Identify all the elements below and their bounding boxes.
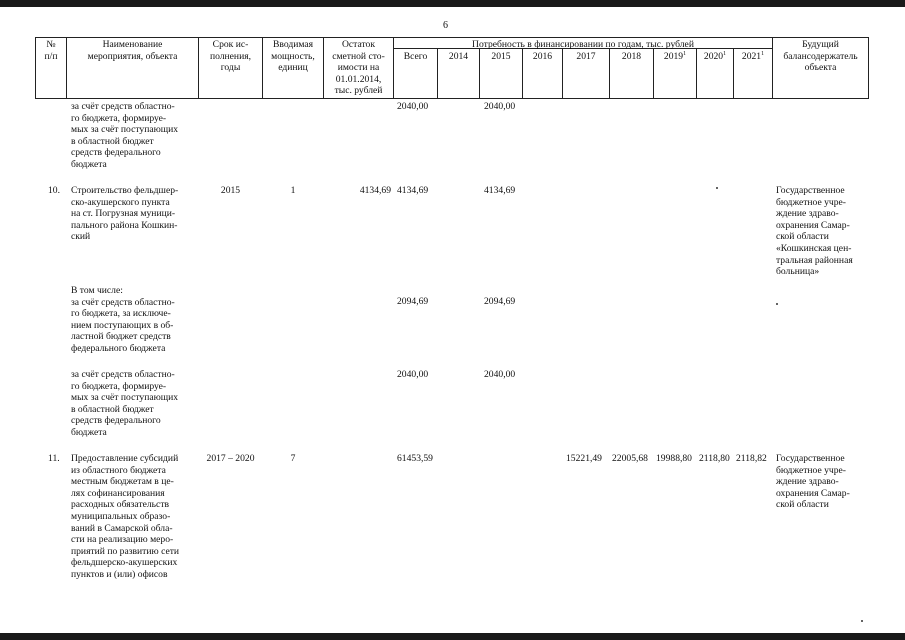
row5-2017: 15221,49 bbox=[566, 453, 602, 464]
vline-15 bbox=[868, 37, 869, 99]
row5-holder: Государственное бюджетное учре- ждение здраво- охранения Самар- ской области bbox=[776, 453, 850, 511]
row4-2015: 2040,00 bbox=[484, 369, 516, 380]
header-2014: 2014 bbox=[448, 51, 469, 62]
row2-holder: Государственное бюджетное учре- ждение здраво- охранения Самар- ской области «Кошкинская цен- тральная районная больница» bbox=[776, 185, 853, 278]
row5-2021: 2118,82 bbox=[736, 453, 767, 464]
header-bottom-line bbox=[35, 98, 869, 99]
header-need-group: Потребность в финансировании по годам, тыс. рублей bbox=[472, 39, 694, 50]
header-2019: 2019$^1$ bbox=[663, 50, 687, 62]
row5-2020: 2118,80 bbox=[699, 453, 730, 464]
row5-2018: 22005,68 bbox=[612, 453, 648, 464]
row1-2015: 2040,00 bbox=[484, 101, 516, 112]
row3-total: 2094,69 bbox=[397, 296, 429, 307]
row3-name: В том числе: за счёт средств областно- го бюджета, за исключе- нием поступающих в об- ластной бюджет средств федерального бюджета bbox=[71, 285, 175, 354]
scan-speck bbox=[861, 620, 863, 622]
header-top-line bbox=[35, 37, 869, 38]
row5-num: 11. bbox=[48, 453, 60, 464]
scan-speck bbox=[716, 187, 718, 189]
row5-term: 2017 – 2020 bbox=[206, 453, 255, 464]
row3-2015: 2094,69 bbox=[484, 296, 516, 307]
row4-total: 2040,00 bbox=[397, 369, 429, 380]
header-balance: Остаток сметной сто- имости на 01.01.2014, тыс. рублей bbox=[332, 39, 385, 97]
row4-name: за счёт средств областно- го бюджета, формируе- мых за счёт поступающих в областной бюджет средств федерального бюджета bbox=[71, 369, 179, 438]
row2-name: Строительство фельдшер- ско-акушерского пункта на ст. Погрузная муници- пального района Кошкин- ский bbox=[71, 185, 179, 243]
row2-2015: 4134,69 bbox=[484, 185, 516, 196]
header-2021: 2021$^1$ bbox=[741, 50, 765, 62]
page-number: 6 bbox=[443, 20, 448, 31]
row2-total: 4134,69 bbox=[397, 185, 429, 196]
row2-term: 2015 bbox=[220, 185, 241, 196]
header-name: Наименование мероприятия, объекта bbox=[87, 39, 178, 62]
header-2017: 2017 bbox=[576, 51, 596, 62]
row5-total: 61453,59 bbox=[397, 453, 433, 464]
bottom-border bbox=[0, 633, 905, 640]
row5-2019: 19988,80 bbox=[656, 453, 692, 464]
row1-name: за счёт средств областно- го бюджета, формируе- мых за счёт поступающих в областной бюджет средств федерального бюджета bbox=[71, 101, 179, 170]
header-2016: 2016 bbox=[532, 51, 553, 62]
row2-num: 10. bbox=[48, 185, 60, 196]
header-2015: 2015 bbox=[491, 51, 511, 62]
row1-total: 2040,00 bbox=[397, 101, 429, 112]
row5-name: Предоставление субсидий из областного бюджета местным бюджетам в це- лях софинансирования расходных обязательств муниципальных образо- ваний в Самарской обла- сти на реализацию меро- приятий по развитию сети фельдшерско-акушерских пунктов и (или) офисов bbox=[71, 453, 180, 580]
header-num: № п/п bbox=[44, 39, 58, 62]
header-holder: Будущий балансодержатель объекта bbox=[783, 39, 858, 74]
row2-capacity: 1 bbox=[290, 185, 296, 196]
row2-balance: 4134,69 bbox=[359, 185, 391, 196]
top-border bbox=[0, 0, 905, 7]
header-term: Срок ис- полнения, годы bbox=[209, 39, 252, 74]
row5-capacity: 7 bbox=[290, 453, 296, 464]
header-2018: 2018 bbox=[621, 51, 642, 62]
header-2020: 2020$^1$ bbox=[703, 50, 727, 62]
header-total: Всего bbox=[403, 51, 428, 62]
scan-speck bbox=[776, 303, 778, 305]
header-capacity: Вводимая мощность, единиц bbox=[271, 39, 315, 74]
